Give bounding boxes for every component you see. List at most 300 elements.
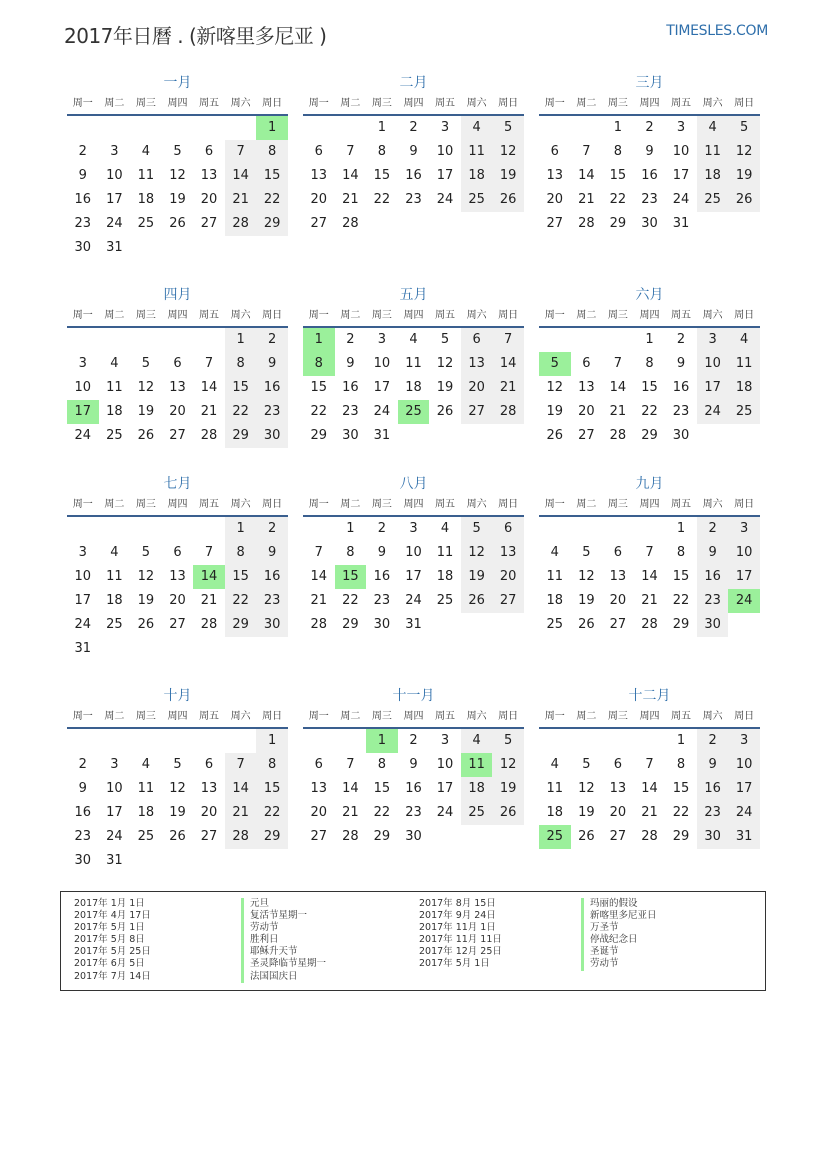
day-cell[interactable]: 22 (609, 192, 627, 207)
day-cell[interactable]: 8 (346, 545, 355, 560)
day-cell[interactable]: 6 (492, 517, 524, 541)
day-cell[interactable]: 10 (106, 781, 123, 796)
day-cell[interactable]: 3 (110, 144, 119, 159)
day-cell[interactable]: 20 (492, 565, 524, 589)
day-cell[interactable]: 8 (225, 541, 257, 565)
day-cell[interactable]: 25 (728, 400, 760, 424)
day-cell[interactable]: 20 (169, 404, 186, 419)
day-cell[interactable]: 28 (342, 829, 359, 844)
day-cell[interactable]: 21 (200, 404, 218, 419)
day-cell[interactable]: 3 (440, 120, 450, 135)
day-cell[interactable]: 14 (342, 781, 359, 796)
day-cell[interactable]: 21 (492, 376, 524, 400)
day-cell[interactable]: 7 (492, 328, 524, 352)
day-cell[interactable]: 6 (582, 356, 591, 371)
day-cell[interactable]: 13 (461, 352, 493, 376)
day-cell[interactable]: 12 (461, 541, 493, 565)
day-cell[interactable]: 16 (697, 565, 729, 589)
day-cell[interactable]: 26 (578, 829, 595, 844)
day-cell[interactable]: 28 (200, 428, 218, 443)
day-cell[interactable]: 5 (440, 332, 450, 347)
day-cell[interactable]: 30 (256, 613, 288, 637)
day-cell[interactable]: 18 (461, 777, 493, 801)
holiday-day-cell[interactable]: 25 (398, 400, 430, 424)
day-cell[interactable]: 18 (436, 569, 454, 584)
day-cell[interactable]: 2 (676, 332, 686, 347)
day-cell[interactable]: 29 (256, 212, 288, 236)
day-cell[interactable]: 29 (256, 825, 288, 849)
day-cell[interactable]: 25 (106, 617, 123, 632)
day-cell[interactable]: 17 (106, 192, 123, 207)
day-cell[interactable]: 1 (676, 521, 686, 536)
day-cell[interactable]: 11 (461, 140, 493, 164)
day-cell[interactable]: 6 (314, 757, 323, 772)
day-cell[interactable]: 5 (582, 757, 591, 772)
day-cell[interactable]: 12 (546, 380, 564, 395)
day-cell[interactable]: 22 (225, 400, 257, 424)
day-cell[interactable]: 8 (676, 757, 686, 772)
day-cell[interactable]: 15 (256, 777, 288, 801)
day-cell[interactable]: 24 (672, 192, 690, 207)
day-cell[interactable]: 5 (582, 545, 591, 560)
day-cell[interactable]: 4 (440, 521, 450, 536)
day-cell[interactable]: 12 (137, 569, 155, 584)
day-cell[interactable]: 17 (373, 380, 391, 395)
day-cell[interactable]: 31 (373, 428, 391, 443)
day-cell[interactable]: 21 (310, 593, 328, 608)
day-cell[interactable]: 12 (578, 569, 595, 584)
day-cell[interactable]: 6 (204, 144, 214, 159)
day-cell[interactable]: 4 (110, 545, 119, 560)
day-cell[interactable]: 21 (342, 192, 359, 207)
day-cell[interactable]: 30 (342, 428, 359, 443)
day-cell[interactable]: 28 (342, 216, 359, 231)
day-cell[interactable]: 25 (697, 188, 729, 212)
day-cell[interactable]: 18 (461, 164, 493, 188)
day-cell[interactable]: 10 (436, 757, 454, 772)
day-cell[interactable]: 8 (377, 144, 387, 159)
day-cell[interactable]: 3 (78, 356, 87, 371)
day-cell[interactable]: 19 (461, 565, 493, 589)
day-cell[interactable]: 28 (225, 212, 257, 236)
day-cell[interactable]: 8 (676, 545, 686, 560)
day-cell[interactable]: 13 (310, 781, 328, 796)
day-cell[interactable]: 22 (373, 805, 391, 820)
day-cell[interactable]: 1 (225, 517, 257, 541)
day-cell[interactable]: 19 (436, 380, 454, 395)
day-cell[interactable]: 19 (137, 593, 155, 608)
day-cell[interactable]: 19 (728, 164, 760, 188)
day-cell[interactable]: 26 (169, 829, 186, 844)
day-cell[interactable]: 16 (672, 380, 690, 395)
day-cell[interactable]: 12 (137, 380, 155, 395)
day-cell[interactable]: 17 (728, 565, 760, 589)
day-cell[interactable]: 27 (609, 617, 627, 632)
day-cell[interactable]: 9 (377, 545, 387, 560)
day-cell[interactable]: 6 (173, 356, 182, 371)
day-cell[interactable]: 22 (256, 801, 288, 825)
day-cell[interactable]: 4 (550, 757, 559, 772)
day-cell[interactable]: 26 (492, 188, 524, 212)
day-cell[interactable]: 15 (225, 565, 257, 589)
day-cell[interactable]: 26 (728, 188, 760, 212)
day-cell[interactable]: 24 (405, 593, 422, 608)
day-cell[interactable]: 24 (74, 428, 92, 443)
day-cell[interactable]: 8 (256, 140, 288, 164)
day-cell[interactable]: 24 (106, 829, 123, 844)
day-cell[interactable]: 10 (672, 144, 690, 159)
day-cell[interactable]: 18 (728, 376, 760, 400)
day-cell[interactable]: 10 (106, 168, 123, 183)
day-cell[interactable]: 9 (78, 168, 87, 183)
day-cell[interactable]: 4 (409, 332, 418, 347)
day-cell[interactable]: 22 (310, 404, 328, 419)
day-cell[interactable]: 11 (137, 781, 155, 796)
day-cell[interactable]: 15 (373, 168, 391, 183)
day-cell[interactable]: 9 (645, 144, 654, 159)
day-cell[interactable]: 26 (436, 404, 454, 419)
day-cell[interactable]: 16 (697, 777, 729, 801)
day-cell[interactable]: 21 (641, 805, 658, 820)
day-cell[interactable]: 16 (74, 192, 92, 207)
day-cell[interactable]: 2 (256, 517, 288, 541)
day-cell[interactable]: 19 (578, 805, 595, 820)
day-cell[interactable]: 24 (74, 617, 92, 632)
day-cell[interactable]: 25 (106, 428, 123, 443)
day-cell[interactable]: 14 (641, 781, 658, 796)
day-cell[interactable]: 13 (609, 569, 627, 584)
day-cell[interactable]: 13 (169, 380, 186, 395)
day-cell[interactable]: 15 (672, 569, 690, 584)
day-cell[interactable]: 5 (461, 517, 493, 541)
day-cell[interactable]: 18 (106, 404, 123, 419)
day-cell[interactable]: 21 (609, 404, 627, 419)
day-cell[interactable]: 14 (310, 569, 328, 584)
day-cell[interactable]: 7 (645, 545, 654, 560)
day-cell[interactable]: 13 (578, 380, 595, 395)
day-cell[interactable]: 7 (346, 757, 355, 772)
day-cell[interactable]: 11 (697, 140, 729, 164)
day-cell[interactable]: 23 (697, 801, 729, 825)
day-cell[interactable]: 15 (310, 380, 328, 395)
site-logo[interactable]: TIMESLES.COM (666, 23, 768, 39)
day-cell[interactable]: 3 (676, 120, 686, 135)
day-cell[interactable]: 19 (169, 192, 186, 207)
day-cell[interactable]: 18 (546, 593, 564, 608)
day-cell[interactable]: 8 (377, 757, 387, 772)
day-cell[interactable]: 25 (546, 617, 564, 632)
holiday-day-cell[interactable]: 8 (303, 352, 335, 376)
day-cell[interactable]: 24 (436, 805, 454, 820)
day-cell[interactable]: 6 (314, 144, 323, 159)
day-cell[interactable]: 9 (256, 352, 288, 376)
day-cell[interactable]: 7 (346, 144, 355, 159)
day-cell[interactable]: 2 (409, 120, 418, 135)
day-cell[interactable]: 18 (137, 192, 155, 207)
day-cell[interactable]: 28 (641, 617, 658, 632)
day-cell[interactable]: 16 (256, 565, 288, 589)
day-cell[interactable]: 6 (613, 545, 623, 560)
day-cell[interactable]: 15 (373, 781, 391, 796)
day-cell[interactable]: 31 (405, 617, 422, 632)
day-cell[interactable]: 10 (373, 356, 391, 371)
day-cell[interactable]: 13 (310, 168, 328, 183)
day-cell[interactable]: 5 (173, 757, 182, 772)
day-cell[interactable]: 12 (436, 356, 454, 371)
day-cell[interactable]: 31 (728, 825, 760, 849)
day-cell[interactable]: 10 (697, 352, 729, 376)
day-cell[interactable]: 22 (672, 593, 690, 608)
day-cell[interactable]: 27 (200, 216, 218, 231)
day-cell[interactable]: 30 (256, 424, 288, 448)
day-cell[interactable]: 18 (405, 380, 422, 395)
day-cell[interactable]: 29 (225, 424, 257, 448)
day-cell[interactable]: 28 (225, 825, 257, 849)
day-cell[interactable]: 21 (225, 188, 257, 212)
day-cell[interactable]: 20 (310, 192, 328, 207)
day-cell[interactable]: 29 (641, 428, 658, 443)
day-cell[interactable]: 4 (461, 729, 493, 753)
day-cell[interactable]: 8 (256, 753, 288, 777)
day-cell[interactable]: 20 (310, 805, 328, 820)
day-cell[interactable]: 23 (342, 404, 359, 419)
day-cell[interactable]: 3 (110, 757, 119, 772)
day-cell[interactable]: 12 (728, 140, 760, 164)
day-cell[interactable]: 7 (204, 356, 214, 371)
day-cell[interactable]: 27 (609, 829, 627, 844)
day-cell[interactable]: 15 (225, 376, 257, 400)
day-cell[interactable]: 14 (609, 380, 627, 395)
day-cell[interactable]: 16 (74, 805, 92, 820)
day-cell[interactable]: 30 (697, 613, 729, 637)
day-cell[interactable]: 20 (169, 593, 186, 608)
day-cell[interactable]: 30 (672, 428, 690, 443)
day-cell[interactable]: 29 (310, 428, 328, 443)
day-cell[interactable]: 3 (728, 729, 760, 753)
day-cell[interactable]: 9 (409, 144, 418, 159)
day-cell[interactable]: 9 (676, 356, 686, 371)
day-cell[interactable]: 10 (728, 541, 760, 565)
day-cell[interactable]: 7 (314, 545, 323, 560)
day-cell[interactable]: 20 (609, 593, 627, 608)
holiday-day-cell[interactable]: 1 (303, 328, 335, 352)
day-cell[interactable]: 22 (641, 404, 658, 419)
day-cell[interactable]: 18 (106, 593, 123, 608)
day-cell[interactable]: 7 (225, 753, 257, 777)
holiday-day-cell[interactable]: 1 (366, 729, 398, 753)
day-cell[interactable]: 8 (225, 352, 257, 376)
day-cell[interactable]: 26 (137, 428, 155, 443)
day-cell[interactable]: 2 (78, 144, 87, 159)
day-cell[interactable]: 14 (225, 777, 257, 801)
day-cell[interactable]: 27 (461, 400, 493, 424)
holiday-day-cell[interactable]: 1 (256, 116, 288, 140)
day-cell[interactable]: 29 (672, 829, 690, 844)
day-cell[interactable]: 27 (546, 216, 564, 231)
day-cell[interactable]: 11 (137, 168, 155, 183)
day-cell[interactable]: 20 (200, 192, 218, 207)
day-cell[interactable]: 1 (676, 733, 686, 748)
day-cell[interactable]: 24 (106, 216, 123, 231)
day-cell[interactable]: 26 (546, 428, 564, 443)
day-cell[interactable]: 1 (613, 120, 623, 135)
day-cell[interactable]: 23 (697, 589, 729, 613)
day-cell[interactable]: 15 (672, 781, 690, 796)
day-cell[interactable]: 11 (728, 352, 760, 376)
day-cell[interactable]: 11 (546, 781, 564, 796)
day-cell[interactable]: 4 (697, 116, 729, 140)
day-cell[interactable]: 8 (613, 144, 623, 159)
day-cell[interactable]: 20 (461, 376, 493, 400)
day-cell[interactable]: 10 (436, 144, 454, 159)
day-cell[interactable]: 2 (346, 332, 355, 347)
day-cell[interactable]: 19 (578, 593, 595, 608)
day-cell[interactable]: 2 (256, 328, 288, 352)
day-cell[interactable]: 20 (200, 805, 218, 820)
day-cell[interactable]: 5 (173, 144, 182, 159)
day-cell[interactable]: 1 (645, 332, 654, 347)
day-cell[interactable]: 10 (74, 380, 92, 395)
day-cell[interactable]: 17 (106, 805, 123, 820)
day-cell[interactable]: 4 (110, 356, 119, 371)
day-cell[interactable]: 11 (405, 356, 422, 371)
day-cell[interactable]: 26 (578, 617, 595, 632)
day-cell[interactable]: 7 (582, 144, 591, 159)
day-cell[interactable]: 23 (373, 593, 391, 608)
day-cell[interactable]: 18 (546, 805, 564, 820)
day-cell[interactable]: 14 (641, 569, 658, 584)
holiday-day-cell[interactable]: 14 (193, 565, 225, 589)
day-cell[interactable]: 24 (697, 400, 729, 424)
day-cell[interactable]: 7 (613, 356, 623, 371)
day-cell[interactable]: 28 (578, 216, 595, 231)
day-cell[interactable]: 8 (645, 356, 654, 371)
day-cell[interactable]: 6 (550, 144, 559, 159)
day-cell[interactable]: 2 (409, 733, 418, 748)
day-cell[interactable]: 18 (697, 164, 729, 188)
holiday-day-cell[interactable]: 11 (461, 753, 493, 777)
day-cell[interactable]: 27 (492, 589, 524, 613)
day-cell[interactable]: 20 (609, 805, 627, 820)
day-cell[interactable]: 30 (697, 825, 729, 849)
day-cell[interactable]: 11 (106, 380, 123, 395)
day-cell[interactable]: 12 (578, 781, 595, 796)
day-cell[interactable]: 29 (225, 613, 257, 637)
day-cell[interactable]: 23 (641, 192, 658, 207)
day-cell[interactable]: 26 (169, 216, 186, 231)
day-cell[interactable]: 9 (697, 541, 729, 565)
day-cell[interactable]: 31 (74, 641, 92, 656)
day-cell[interactable]: 31 (672, 216, 690, 231)
day-cell[interactable]: 1 (377, 120, 387, 135)
day-cell[interactable]: 30 (405, 829, 422, 844)
day-cell[interactable]: 14 (492, 352, 524, 376)
day-cell[interactable]: 9 (409, 757, 418, 772)
day-cell[interactable]: 10 (405, 545, 422, 560)
holiday-day-cell[interactable]: 15 (335, 565, 367, 589)
day-cell[interactable]: 3 (728, 517, 760, 541)
day-cell[interactable]: 22 (256, 188, 288, 212)
day-cell[interactable]: 10 (728, 753, 760, 777)
day-cell[interactable]: 22 (373, 192, 391, 207)
day-cell[interactable]: 17 (436, 168, 454, 183)
day-cell[interactable]: 22 (342, 593, 359, 608)
day-cell[interactable]: 17 (697, 376, 729, 400)
day-cell[interactable]: 3 (377, 332, 387, 347)
day-cell[interactable]: 25 (436, 593, 454, 608)
day-cell[interactable]: 18 (137, 805, 155, 820)
day-cell[interactable]: 12 (169, 781, 186, 796)
day-cell[interactable]: 11 (546, 569, 564, 584)
day-cell[interactable]: 9 (697, 753, 729, 777)
day-cell[interactable]: 21 (200, 593, 218, 608)
day-cell[interactable]: 7 (204, 545, 214, 560)
day-cell[interactable]: 4 (141, 757, 151, 772)
day-cell[interactable]: 4 (141, 144, 151, 159)
day-cell[interactable]: 13 (492, 541, 524, 565)
day-cell[interactable]: 19 (492, 777, 524, 801)
day-cell[interactable]: 13 (609, 781, 627, 796)
day-cell[interactable]: 2 (78, 757, 87, 772)
day-cell[interactable]: 23 (74, 829, 92, 844)
day-cell[interactable]: 28 (609, 428, 627, 443)
day-cell[interactable]: 7 (645, 757, 654, 772)
day-cell[interactable]: 15 (609, 168, 627, 183)
day-cell[interactable]: 23 (672, 404, 690, 419)
day-cell[interactable]: 29 (342, 617, 359, 632)
day-cell[interactable]: 17 (672, 168, 690, 183)
day-cell[interactable]: 6 (613, 757, 623, 772)
day-cell[interactable]: 13 (546, 168, 564, 183)
day-cell[interactable]: 27 (169, 428, 186, 443)
day-cell[interactable]: 15 (256, 164, 288, 188)
day-cell[interactable]: 24 (728, 801, 760, 825)
day-cell[interactable]: 14 (225, 164, 257, 188)
day-cell[interactable]: 22 (225, 589, 257, 613)
day-cell[interactable]: 20 (578, 404, 595, 419)
day-cell[interactable]: 9 (346, 356, 355, 371)
day-cell[interactable]: 13 (200, 168, 218, 183)
day-cell[interactable]: 6 (204, 757, 214, 772)
day-cell[interactable]: 19 (169, 805, 186, 820)
day-cell[interactable]: 3 (440, 733, 450, 748)
day-cell[interactable]: 23 (256, 400, 288, 424)
day-cell[interactable]: 25 (137, 829, 155, 844)
day-cell[interactable]: 25 (461, 188, 493, 212)
day-cell[interactable]: 12 (492, 140, 524, 164)
day-cell[interactable]: 23 (405, 192, 422, 207)
day-cell[interactable]: 19 (137, 404, 155, 419)
day-cell[interactable]: 4 (550, 545, 559, 560)
day-cell[interactable]: 3 (78, 545, 87, 560)
day-cell[interactable]: 16 (256, 376, 288, 400)
day-cell[interactable]: 17 (405, 569, 422, 584)
day-cell[interactable]: 4 (461, 116, 493, 140)
day-cell[interactable]: 30 (373, 617, 391, 632)
day-cell[interactable]: 29 (373, 829, 391, 844)
holiday-day-cell[interactable]: 17 (67, 400, 99, 424)
day-cell[interactable]: 11 (106, 569, 123, 584)
day-cell[interactable]: 21 (342, 805, 359, 820)
day-cell[interactable]: 26 (492, 801, 524, 825)
day-cell[interactable]: 5 (492, 116, 524, 140)
day-cell[interactable]: 5 (141, 356, 151, 371)
day-cell[interactable]: 12 (492, 753, 524, 777)
day-cell[interactable]: 22 (672, 805, 690, 820)
day-cell[interactable]: 21 (578, 192, 595, 207)
day-cell[interactable]: 30 (641, 216, 658, 231)
day-cell[interactable]: 24 (436, 192, 454, 207)
